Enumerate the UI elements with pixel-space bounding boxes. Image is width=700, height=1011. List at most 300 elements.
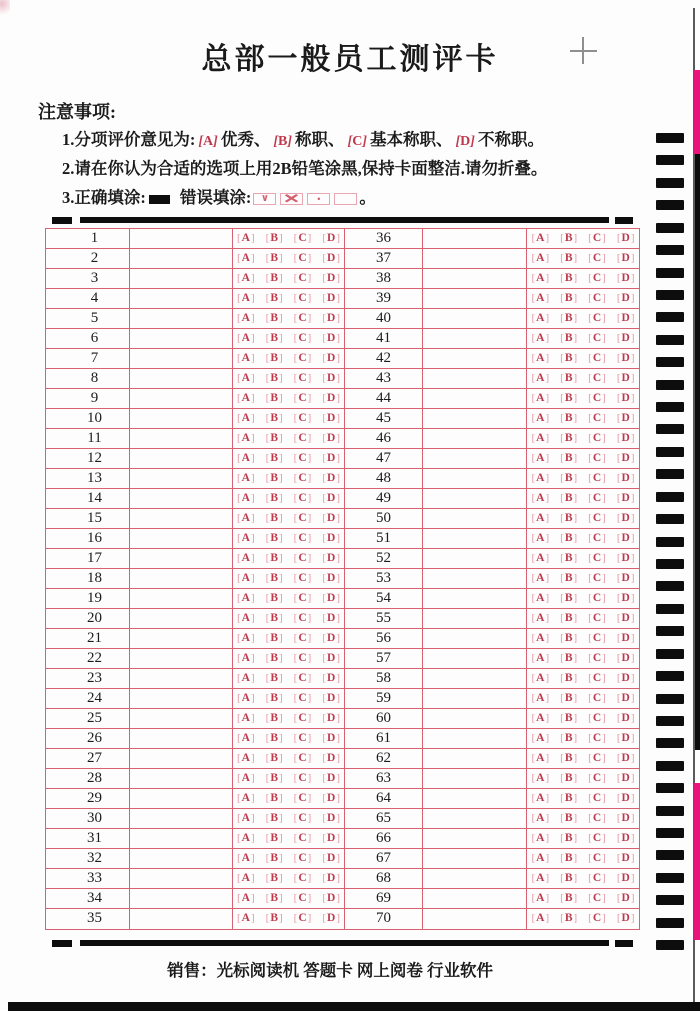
- bubble-option-b[interactable]: [559, 673, 578, 685]
- bubble-option-d[interactable]: [616, 653, 636, 665]
- bubble-option-b[interactable]: [559, 753, 578, 765]
- bubble-option-a[interactable]: [236, 653, 256, 665]
- bubble-option-b[interactable]: [559, 713, 578, 725]
- bubble-option-d[interactable]: [616, 793, 636, 805]
- bubble-option-b[interactable]: [265, 673, 284, 685]
- bubble-option-b[interactable]: [559, 513, 578, 525]
- bubble-option-b[interactable]: [265, 553, 284, 565]
- bubble-option-c[interactable]: [587, 333, 607, 345]
- bubble-option-d[interactable]: [321, 753, 341, 765]
- bubble-option-a[interactable]: [236, 233, 256, 245]
- bubble-option-c[interactable]: [293, 593, 313, 605]
- bubble-option-b[interactable]: [559, 273, 578, 285]
- bubble-option-c[interactable]: [587, 433, 607, 445]
- bubble-option-d[interactable]: [321, 793, 341, 805]
- bubble-option-c[interactable]: [293, 353, 313, 365]
- bubble-option-b[interactable]: [265, 813, 284, 825]
- bubble-option-d[interactable]: [616, 573, 636, 585]
- bubble-option-b[interactable]: [265, 873, 284, 885]
- bubble-option-d[interactable]: [616, 433, 636, 445]
- bubble-option-a[interactable]: [531, 833, 551, 845]
- bubble-option-d[interactable]: [321, 873, 341, 885]
- left-bracket: [: [293, 371, 298, 384]
- bubble-group: [233, 529, 345, 549]
- bubble-option-d[interactable]: [321, 313, 341, 325]
- bubble-option-b[interactable]: [265, 893, 284, 905]
- bubble-option-c[interactable]: [293, 773, 313, 785]
- bubble-option-d[interactable]: [321, 533, 341, 545]
- bubble-option-c[interactable]: [587, 913, 607, 925]
- bubble-option-c[interactable]: [293, 233, 313, 245]
- bubble-option-c[interactable]: [293, 853, 313, 865]
- bubble-option-d[interactable]: [321, 233, 341, 245]
- bubble-option-c[interactable]: [293, 653, 313, 665]
- bubble-option-b[interactable]: [559, 253, 578, 265]
- bubble-option-c[interactable]: [293, 293, 313, 305]
- bubble-option-a[interactable]: [531, 413, 551, 425]
- bubble-option-d[interactable]: [616, 373, 636, 385]
- bubble-option-a[interactable]: [236, 833, 256, 845]
- bubble-option-d[interactable]: [616, 893, 636, 905]
- bubble-option-d[interactable]: [321, 913, 341, 925]
- bubble-option-a[interactable]: [531, 513, 551, 525]
- bubble-option-d[interactable]: [616, 293, 636, 305]
- bubble-option-c[interactable]: [293, 813, 313, 825]
- bubble-option-d[interactable]: [321, 493, 341, 505]
- bubble-option-a[interactable]: [236, 313, 256, 325]
- bubble-option-b[interactable]: [559, 413, 578, 425]
- bubble-option-a[interactable]: [236, 793, 256, 805]
- bubble-option-c[interactable]: [587, 473, 607, 485]
- bubble-option-b[interactable]: [265, 593, 284, 605]
- bubble-option-d[interactable]: [321, 273, 341, 285]
- bubble-option-d[interactable]: [321, 333, 341, 345]
- bubble-option-b[interactable]: [559, 693, 578, 705]
- bubble-option-c[interactable]: [587, 673, 607, 685]
- bubble-option-a[interactable]: [236, 453, 256, 465]
- bubble-option-c[interactable]: [293, 833, 313, 845]
- bubble-option-d[interactable]: [321, 293, 341, 305]
- bubble-option-b[interactable]: [559, 453, 578, 465]
- bubble-option-b[interactable]: [265, 273, 284, 285]
- bubble-option-a[interactable]: [236, 693, 256, 705]
- bubble-option-d[interactable]: [321, 513, 341, 525]
- bubble-option-c[interactable]: [293, 313, 313, 325]
- bubble-option-a[interactable]: [531, 253, 551, 265]
- bubble-option-c[interactable]: [293, 873, 313, 885]
- bubble-option-c[interactable]: [293, 373, 313, 385]
- bubble-option-b[interactable]: [265, 353, 284, 365]
- bubble-option-a[interactable]: [531, 353, 551, 365]
- bubble-option-b[interactable]: [265, 733, 284, 745]
- bubble-option-d[interactable]: [616, 853, 636, 865]
- bubble-option-a[interactable]: [236, 773, 256, 785]
- bubble-option-b[interactable]: [265, 753, 284, 765]
- bubble-option-c[interactable]: [293, 713, 313, 725]
- bubble-option-a[interactable]: [531, 653, 551, 665]
- bubble-option-c[interactable]: [587, 413, 607, 425]
- bubble-option-c[interactable]: [587, 313, 607, 325]
- bubble-option-c[interactable]: [587, 793, 607, 805]
- bubble-option-a[interactable]: [531, 613, 551, 625]
- bubble-option-a[interactable]: [531, 753, 551, 765]
- option-letter: A: [241, 451, 250, 464]
- bubble-option-c[interactable]: [293, 493, 313, 505]
- bubble-option-b[interactable]: [559, 593, 578, 605]
- bubble-option-a[interactable]: [531, 533, 551, 545]
- bubble-option-a[interactable]: [236, 553, 256, 565]
- bubble-option-a[interactable]: [531, 853, 551, 865]
- bubble-option-c[interactable]: [587, 773, 607, 785]
- bubble-option-a[interactable]: [531, 593, 551, 605]
- bubble-option-a[interactable]: [236, 473, 256, 485]
- bubble-option-a[interactable]: [531, 453, 551, 465]
- bubble-option-b[interactable]: [559, 793, 578, 805]
- bubble-option-b[interactable]: [265, 293, 284, 305]
- bubble-option-b[interactable]: [559, 573, 578, 585]
- bubble-option-d[interactable]: [616, 693, 636, 705]
- bubble-option-b[interactable]: [265, 473, 284, 485]
- bubble-option-d[interactable]: [616, 713, 636, 725]
- bubble-option-c[interactable]: [587, 273, 607, 285]
- bubble-option-d[interactable]: [616, 733, 636, 745]
- bubble-option-d[interactable]: [616, 273, 636, 285]
- left-bracket: [: [560, 451, 564, 464]
- bubble-option-a[interactable]: [531, 673, 551, 685]
- option-letter: B: [564, 391, 573, 404]
- bubble-option-c[interactable]: [587, 853, 607, 865]
- bubble-option-c[interactable]: [293, 573, 313, 585]
- bubble-option-c[interactable]: [587, 713, 607, 725]
- bubble-option-d[interactable]: [321, 833, 341, 845]
- bubble-option-a[interactable]: [531, 293, 551, 305]
- bubble-option-d[interactable]: [616, 313, 636, 325]
- right-bracket: ]: [307, 771, 312, 784]
- bubble-option-d[interactable]: [321, 633, 341, 645]
- bubble-option-b[interactable]: [265, 773, 284, 785]
- bubble-option-d[interactable]: [321, 613, 341, 625]
- bubble-option-a[interactable]: [236, 513, 256, 525]
- bubble-option-d[interactable]: [616, 873, 636, 885]
- bubble-option-c[interactable]: [293, 413, 313, 425]
- bubble-option-b[interactable]: [265, 833, 284, 845]
- bubble-option-c[interactable]: [293, 793, 313, 805]
- bubble-option-a[interactable]: [236, 433, 256, 445]
- bubble-option-c[interactable]: [587, 573, 607, 585]
- bubble-option-b[interactable]: [559, 333, 578, 345]
- bubble-option-d[interactable]: [321, 553, 341, 565]
- bubble-option-a[interactable]: [531, 313, 551, 325]
- bubble-option-d[interactable]: [321, 693, 341, 705]
- bubble-option-d[interactable]: [616, 753, 636, 765]
- bubble-option-a[interactable]: [236, 413, 256, 425]
- bubble-option-a[interactable]: [531, 733, 551, 745]
- bubble-option-b[interactable]: [559, 353, 578, 365]
- bubble-option-d[interactable]: [616, 773, 636, 785]
- bubble-option-b[interactable]: [265, 493, 284, 505]
- bubble-option-d[interactable]: [616, 353, 636, 365]
- bubble-option-b[interactable]: [265, 433, 284, 445]
- bubble-option-a[interactable]: [531, 773, 551, 785]
- right-bracket: ]: [250, 611, 255, 624]
- bubble-option-a[interactable]: [236, 753, 256, 765]
- option-letter: B: [564, 611, 573, 624]
- bubble-option-a[interactable]: [531, 873, 551, 885]
- bubble-option-b[interactable]: [265, 413, 284, 425]
- bubble-option-d[interactable]: [616, 233, 636, 245]
- bubble-option-d[interactable]: [616, 673, 636, 685]
- bubble-option-a[interactable]: [531, 573, 551, 585]
- bubble-option-d[interactable]: [616, 333, 636, 345]
- bubble-option-b[interactable]: [265, 913, 284, 925]
- bubble-option-a[interactable]: [236, 333, 256, 345]
- right-bracket: ]: [279, 691, 283, 704]
- bubble-option-c[interactable]: [293, 613, 313, 625]
- bubble-option-d[interactable]: [616, 633, 636, 645]
- bubble-option-c[interactable]: [293, 433, 313, 445]
- bubble-option-c[interactable]: [587, 533, 607, 545]
- bubble-option-b[interactable]: [559, 873, 578, 885]
- bubble-option-c[interactable]: [587, 553, 607, 565]
- bubble-option-b[interactable]: [265, 633, 284, 645]
- bubble-option-b[interactable]: [265, 393, 284, 405]
- bubble-option-b[interactable]: [559, 913, 578, 925]
- bubble-option-b[interactable]: [559, 553, 578, 565]
- bubble-option-b[interactable]: [265, 613, 284, 625]
- bubble-option-a[interactable]: [531, 473, 551, 485]
- bubble-option-c[interactable]: [587, 873, 607, 885]
- bubble-option-d[interactable]: [616, 473, 636, 485]
- bubble-option-b[interactable]: [265, 233, 284, 245]
- bubble-option-a[interactable]: [236, 493, 256, 505]
- bubble-option-a[interactable]: [236, 673, 256, 685]
- bubble-option-d[interactable]: [321, 453, 341, 465]
- bubble-option-d[interactable]: [321, 653, 341, 665]
- bubble-option-b[interactable]: [559, 633, 578, 645]
- bubble-option-d[interactable]: [616, 613, 636, 625]
- option-letter: B: [564, 751, 573, 764]
- bubble-option-d[interactable]: [321, 353, 341, 365]
- bubble-option-d[interactable]: [321, 773, 341, 785]
- left-bracket: [: [560, 371, 564, 384]
- bubble-option-a[interactable]: [531, 373, 551, 385]
- bubble-option-c[interactable]: [587, 613, 607, 625]
- right-bracket: ]: [602, 651, 606, 664]
- bubble-option-d[interactable]: [616, 393, 636, 405]
- bubble-option-c[interactable]: [587, 393, 607, 405]
- bubble-option-a[interactable]: [531, 893, 551, 905]
- bubble-option-d[interactable]: [321, 853, 341, 865]
- bubble-option-c[interactable]: [587, 593, 607, 605]
- right-bracket: ]: [279, 591, 283, 604]
- bubble-option-a[interactable]: [531, 393, 551, 405]
- bubble-option-d[interactable]: [616, 493, 636, 505]
- bubble-option-b[interactable]: [559, 293, 578, 305]
- bubble-option-a[interactable]: [236, 873, 256, 885]
- bubble-option-a[interactable]: [236, 613, 256, 625]
- bubble-option-d[interactable]: [616, 553, 636, 565]
- bubble-option-a[interactable]: [236, 913, 256, 925]
- bubble-option-c[interactable]: [293, 333, 313, 345]
- bubble-option-b[interactable]: [559, 493, 578, 505]
- bubble-option-b[interactable]: [559, 473, 578, 485]
- bubble-option-a[interactable]: [531, 433, 551, 445]
- bubble-option-b[interactable]: [559, 433, 578, 445]
- bubble-option-b[interactable]: [265, 253, 284, 265]
- bubble-option-b[interactable]: [559, 313, 578, 325]
- bubble-option-a[interactable]: [236, 733, 256, 745]
- bubble-option-d[interactable]: [616, 413, 636, 425]
- bubble-option-d[interactable]: [616, 533, 636, 545]
- bubble-option-b[interactable]: [265, 693, 284, 705]
- question-number: 40: [345, 309, 423, 329]
- bubble-option-d[interactable]: [321, 253, 341, 265]
- bubble-option-c[interactable]: [293, 753, 313, 765]
- bubble-option-d[interactable]: [616, 593, 636, 605]
- bubble-option-a[interactable]: [236, 353, 256, 365]
- bubble-option-c[interactable]: [587, 513, 607, 525]
- bubble-option-c[interactable]: [293, 893, 313, 905]
- bubble-option-c[interactable]: [587, 253, 607, 265]
- left-bracket: [: [531, 771, 536, 784]
- bubble-option-d[interactable]: [321, 373, 341, 385]
- option-letter: B: [270, 231, 278, 244]
- bubble-option-d[interactable]: [616, 453, 636, 465]
- bubble-option-a[interactable]: [236, 253, 256, 265]
- bubble-option-d[interactable]: [321, 433, 341, 445]
- bubble-option-d[interactable]: [321, 393, 341, 405]
- bubble-option-d[interactable]: [321, 673, 341, 685]
- bubble-option-b[interactable]: [559, 653, 578, 665]
- bubble-option-c[interactable]: [587, 733, 607, 745]
- bubble-option-c[interactable]: [587, 493, 607, 505]
- bubble-option-b[interactable]: [559, 773, 578, 785]
- right-bracket: ]: [573, 611, 578, 624]
- bubble-option-d[interactable]: [321, 593, 341, 605]
- bubble-option-d[interactable]: [616, 913, 636, 925]
- bubble-option-d[interactable]: [616, 253, 636, 265]
- bubble-option-c[interactable]: [293, 733, 313, 745]
- bubble-option-d[interactable]: [616, 813, 636, 825]
- bubble-option-c[interactable]: [587, 653, 607, 665]
- bubble-option-a[interactable]: [236, 293, 256, 305]
- bubble-option-a[interactable]: [236, 593, 256, 605]
- bubble-option-a[interactable]: [531, 693, 551, 705]
- bubble-option-b[interactable]: [265, 513, 284, 525]
- bubble-option-d[interactable]: [321, 413, 341, 425]
- left-bracket: [: [616, 411, 621, 424]
- bubble-option-a[interactable]: [236, 853, 256, 865]
- bubble-option-c[interactable]: [293, 633, 313, 645]
- bubble-option-d[interactable]: [616, 513, 636, 525]
- bubble-option-c[interactable]: [587, 293, 607, 305]
- bubble-option-b[interactable]: [559, 373, 578, 385]
- bubble-option-c[interactable]: [587, 373, 607, 385]
- bubble-option-b[interactable]: [265, 313, 284, 325]
- bubble-option-c[interactable]: [293, 913, 313, 925]
- bubble-option-b[interactable]: [265, 793, 284, 805]
- bubble-option-a[interactable]: [236, 633, 256, 645]
- bubble-option-a[interactable]: [531, 273, 551, 285]
- bubble-option-b[interactable]: [559, 733, 578, 745]
- bubble-option-b[interactable]: [559, 893, 578, 905]
- bubble-option-a[interactable]: [531, 553, 551, 565]
- bubble-option-a[interactable]: [236, 373, 256, 385]
- bubble-option-a[interactable]: [236, 273, 256, 285]
- question-number: 17: [46, 549, 130, 569]
- bubble-option-d[interactable]: [321, 893, 341, 905]
- bubble-option-c[interactable]: [587, 453, 607, 465]
- bubble-option-b[interactable]: [265, 853, 284, 865]
- bubble-option-b[interactable]: [559, 833, 578, 845]
- bubble-option-a[interactable]: [531, 493, 551, 505]
- bubble-option-b[interactable]: [559, 613, 578, 625]
- bubble-option-a[interactable]: [236, 713, 256, 725]
- bubble-option-d[interactable]: [321, 573, 341, 585]
- bubble-option-c[interactable]: [293, 273, 313, 285]
- bubble-option-c[interactable]: [587, 693, 607, 705]
- bubble-option-b[interactable]: [265, 713, 284, 725]
- bubble-option-a[interactable]: [531, 913, 551, 925]
- bubble-option-c[interactable]: [587, 893, 607, 905]
- bubble-option-b[interactable]: [265, 333, 284, 345]
- bubble-option-c[interactable]: [587, 813, 607, 825]
- bubble-option-d[interactable]: [321, 473, 341, 485]
- bubble-option-a[interactable]: [236, 893, 256, 905]
- bubble-option-a[interactable]: [531, 793, 551, 805]
- bubble-option-c[interactable]: [293, 673, 313, 685]
- bubble-option-a[interactable]: [531, 233, 551, 245]
- bubble-option-a[interactable]: [531, 633, 551, 645]
- bubble-option-b[interactable]: [265, 373, 284, 385]
- bubble-option-b[interactable]: [559, 233, 578, 245]
- bubble-option-a[interactable]: [236, 393, 256, 405]
- bubble-option-a[interactable]: [531, 813, 551, 825]
- bubble-option-b[interactable]: [265, 573, 284, 585]
- bubble-option-c[interactable]: [293, 253, 313, 265]
- bubble-option-c[interactable]: [293, 393, 313, 405]
- bubble-option-c[interactable]: [587, 633, 607, 645]
- right-bracket: ]: [336, 671, 340, 684]
- bubble-option-c[interactable]: [587, 753, 607, 765]
- bubble-option-c[interactable]: [587, 233, 607, 245]
- bubble-option-c[interactable]: [293, 453, 313, 465]
- bubble-option-d[interactable]: [616, 833, 636, 845]
- bubble-option-d[interactable]: [321, 733, 341, 745]
- bubble-option-b[interactable]: [559, 853, 578, 865]
- bubble-option-a[interactable]: [236, 573, 256, 585]
- bubble-option-b[interactable]: [265, 653, 284, 665]
- bubble-option-c[interactable]: [587, 833, 607, 845]
- bubble-option-c[interactable]: [293, 533, 313, 545]
- bubble-option-a[interactable]: [236, 813, 256, 825]
- bubble-option-b[interactable]: [559, 813, 578, 825]
- bubble-option-b[interactable]: [559, 533, 578, 545]
- bubble-option-a[interactable]: [531, 333, 551, 345]
- bubble-option-c[interactable]: [293, 553, 313, 565]
- bubble-option-a[interactable]: [531, 713, 551, 725]
- bubble-option-a[interactable]: [236, 533, 256, 545]
- bubble-option-c[interactable]: [293, 693, 313, 705]
- bubble-option-d[interactable]: [321, 813, 341, 825]
- bubble-option-b[interactable]: [559, 393, 578, 405]
- bubble-option-c[interactable]: [293, 513, 313, 525]
- bubble-option-c[interactable]: [587, 353, 607, 365]
- bubble-option-b[interactable]: [265, 453, 284, 465]
- bubble-option-d[interactable]: [321, 713, 341, 725]
- bubble-option-b[interactable]: [265, 533, 284, 545]
- bubble-option-c[interactable]: [293, 473, 313, 485]
